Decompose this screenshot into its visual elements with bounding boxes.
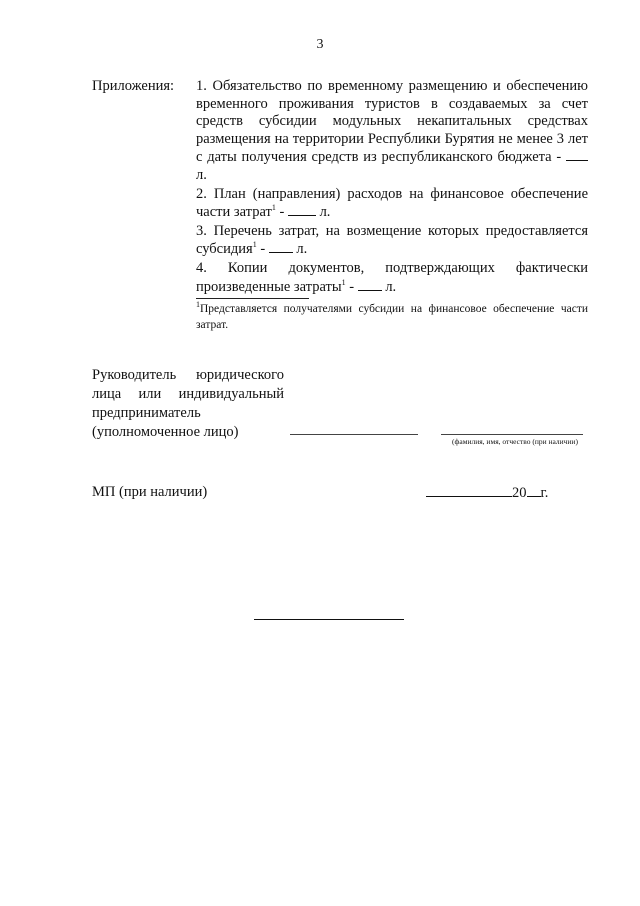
- year-blank[interactable]: [527, 484, 541, 497]
- attachment-item-suffix: л.: [319, 204, 331, 221]
- stamp-label: МП (при наличии): [92, 484, 208, 500]
- attachment-item-4: 4. Копии документов, подтверждающих фактически произведенные затраты$^1$ - л.: [196, 259, 588, 295]
- footnote-ref: 1: [252, 240, 257, 250]
- signatory-label: Руководитель юридического лица или индивидуальный предприниматель (уполномоченное лицо): [92, 367, 284, 440]
- attachment-item-text: 1. Обязательство по временному размещению и обеспечению временного проживания туристов в создаваемых за счет средств субсидии модульных некапитальных средствах размещения на территории Республики Бурятия не менее 3 лет с даты получения средств из республиканского бюджета -: [196, 78, 588, 166]
- footnote-separator: [196, 298, 309, 299]
- full-name-line[interactable]: [441, 434, 583, 435]
- attachments-list: [196, 78, 588, 297]
- attachment-item-suffix: л.: [196, 166, 207, 183]
- footnote-text: Представляется получателями субсидии на финансовое обеспечение части затрат.: [196, 303, 588, 331]
- year-prefix: 20: [512, 485, 527, 501]
- footnote-ref: 1: [271, 203, 276, 213]
- attachment-item-text: 3. Перечень затрат, на возмещение которых предоставляется субсидия: [196, 222, 588, 258]
- page-count-blank[interactable]: [269, 240, 293, 253]
- attachment-item-suffix: л.: [385, 278, 397, 295]
- date-field: [426, 484, 548, 502]
- signature-line[interactable]: [290, 434, 418, 435]
- attachment-item-text: 2. План (направления) расходов на финансовое обеспечение части затрат: [196, 185, 588, 221]
- full-name-caption: (фамилия, имя, отчество (при наличии): [452, 437, 578, 446]
- footnote: [196, 301, 588, 333]
- attachment-item-suffix: л.: [296, 241, 308, 258]
- year-suffix: г.: [540, 485, 549, 501]
- attachments-label: Приложения:: [92, 78, 175, 94]
- date-blank[interactable]: [426, 484, 512, 497]
- footnote-mark: 1: [196, 300, 200, 310]
- page-count-blank[interactable]: [566, 148, 588, 161]
- attachment-item-2: 2. План (направления) расходов на финансовое обеспечение части затрат$^1$ - л.: [196, 185, 588, 221]
- attachment-item-3: 3. Перечень затрат, на возмещение которых предоставляется субсидия$^1$ - л.: [196, 222, 588, 258]
- attachment-item-text: 4. Копии документов, подтверждающих фактически произведенные затраты: [196, 259, 588, 295]
- attachment-item-1: [196, 78, 588, 185]
- page-count-blank[interactable]: [358, 278, 382, 291]
- document-end-line: [254, 619, 404, 620]
- page-count-blank[interactable]: [288, 203, 316, 216]
- page-number: 3: [316, 37, 324, 52]
- footnote-ref: 1: [341, 277, 346, 287]
